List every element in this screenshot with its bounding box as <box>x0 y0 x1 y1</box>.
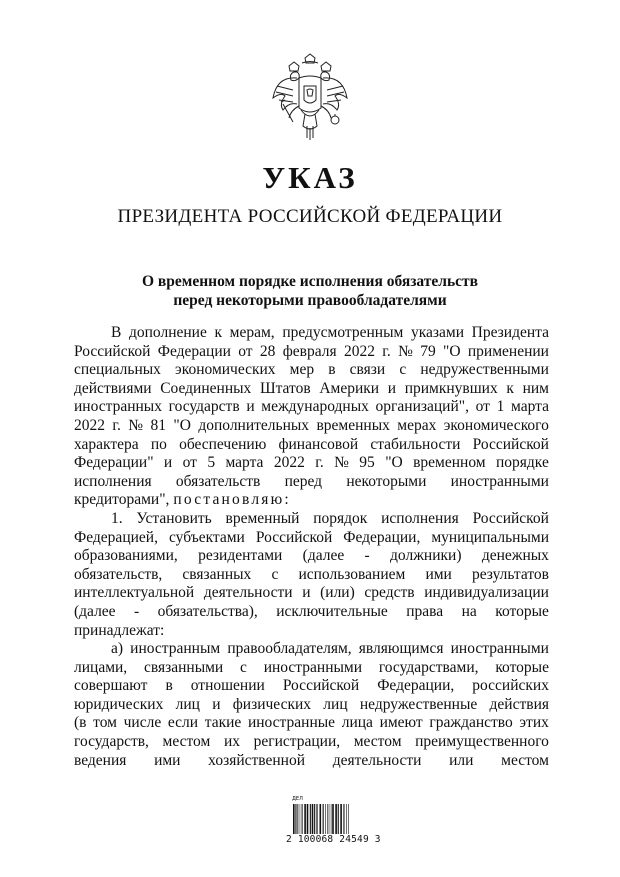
body-word: стабильности <box>370 435 461 453</box>
body-word: применении <box>467 342 549 360</box>
body-line <box>74 361 549 380</box>
barcode-bar <box>304 804 306 834</box>
body-word: государств <box>168 398 240 416</box>
body-word: преимущественного <box>415 733 549 751</box>
body-word: связанных <box>182 565 252 583</box>
body-word: Америки <box>319 379 380 397</box>
body-word: с <box>271 565 279 583</box>
body-word: иностранными <box>263 658 363 676</box>
barcode-top-label: ДЕЛ <box>292 796 303 802</box>
body-word: Штатов <box>259 379 311 397</box>
body-word: экономических <box>175 361 276 379</box>
body-line <box>74 622 549 641</box>
body-word: и <box>302 584 311 602</box>
body-word: правообладателям, <box>227 640 352 658</box>
body-word: недружественные <box>359 695 478 713</box>
body-word: их <box>223 733 240 751</box>
body-word: указами <box>410 324 464 341</box>
body-word: Российской <box>282 677 360 695</box>
body-word: субъектами <box>168 528 245 546</box>
body-word: Федерации <box>157 342 231 360</box>
body-word: совершают <box>74 677 148 695</box>
body-word: Российской <box>255 528 333 546</box>
body-word: имеют <box>379 714 423 732</box>
body-word: физических <box>232 695 312 713</box>
barcode-bar <box>323 804 324 834</box>
body-word: международных <box>261 398 369 416</box>
barcode-bar <box>329 804 330 834</box>
body-word: "О <box>173 416 191 434</box>
body-word: - <box>134 602 140 620</box>
body-word: марта <box>225 454 264 472</box>
body-line <box>74 491 549 510</box>
body-word: перед <box>284 472 323 490</box>
body-word: права <box>406 602 444 620</box>
body-word: февраля <box>282 342 337 360</box>
body-word: а) <box>111 640 124 658</box>
body-line <box>74 603 549 622</box>
body-line <box>74 510 549 529</box>
barcode-bar <box>295 804 296 834</box>
body-word: или <box>449 751 474 769</box>
body-word: г. <box>382 342 391 360</box>
body-word: числе <box>123 714 162 732</box>
body-word: принадлежат: <box>74 621 165 639</box>
body-word: местом <box>353 733 402 751</box>
body-line-text: кредиторами", <box>74 491 170 509</box>
body-word: порядке <box>496 454 549 472</box>
body-word: ним <box>522 379 549 397</box>
body-word: хозяйственной <box>208 751 306 769</box>
body-line <box>74 417 549 436</box>
body-word: мерам, <box>229 324 275 341</box>
body-word: лица <box>341 714 373 732</box>
barcode-bar <box>325 804 326 834</box>
body-word: финансовой <box>278 435 359 453</box>
body-line <box>74 454 549 473</box>
body-line <box>74 380 549 399</box>
body-word: денежных <box>481 547 549 565</box>
heading-line: О временном порядке исполнения обязательств <box>141 273 479 290</box>
body-word: должники) <box>390 547 462 565</box>
body-word: ими <box>425 565 452 583</box>
body-word: Федерации, <box>343 528 421 546</box>
body-word: к <box>506 379 514 397</box>
body-word: действия <box>489 695 549 713</box>
body-word: если <box>167 714 199 732</box>
body-word: 5 <box>207 454 216 472</box>
body-line <box>74 547 549 566</box>
body-word: с <box>240 658 247 676</box>
barcode-bars <box>292 804 368 834</box>
body-word: резидентами <box>198 547 283 565</box>
document-subtitle: ПРЕЗИДЕНТА РОССИЙСКОЙ ФЕДЕРАЦИИ <box>117 206 503 227</box>
body-word: местом <box>162 733 211 751</box>
body-line <box>74 398 549 417</box>
body-word: которые <box>495 602 549 620</box>
body-word: к <box>214 324 223 341</box>
body-word: № <box>334 454 349 472</box>
barcode-bar <box>327 804 328 834</box>
barcode-bar <box>346 804 347 834</box>
body-word: (в <box>74 714 87 732</box>
body-word: г. <box>315 454 324 472</box>
barcode-bar <box>338 804 339 834</box>
barcode-bar <box>293 804 295 834</box>
body-word: временном <box>413 454 486 472</box>
body-word: 81 <box>150 416 166 434</box>
body-word: мерах <box>397 416 437 434</box>
decree-heading <box>0 272 620 310</box>
body-word: временный <box>225 509 300 527</box>
body-word: № <box>128 416 144 434</box>
body-word: Федерации" <box>74 454 154 472</box>
body-word: (далее <box>74 602 116 620</box>
body-line <box>74 659 549 678</box>
body-word: исполнения <box>74 472 152 490</box>
body-line <box>74 436 549 455</box>
body-word: Федерацией, <box>74 528 158 546</box>
body-word: в <box>328 361 336 379</box>
body-word: государств, <box>74 733 149 751</box>
body-line <box>74 677 549 696</box>
body-word: этих <box>519 714 549 732</box>
barcode-bar <box>307 804 309 834</box>
body-word: 95 <box>359 454 375 472</box>
barcode-bar <box>312 804 314 834</box>
body-word: дополнение <box>128 324 207 341</box>
body-word: результатов <box>471 565 549 583</box>
body-word: от <box>182 454 197 472</box>
body-word: дополнительных <box>198 416 310 434</box>
body-word: регистрации, <box>253 733 341 751</box>
body-word: с <box>399 361 407 379</box>
body-word: временных <box>316 416 390 434</box>
body-word: обязательств <box>175 472 261 490</box>
barcode-bar <box>332 804 334 834</box>
body-word: интеллектуальной <box>74 584 195 602</box>
body-word: на <box>461 602 477 620</box>
body-word: средств <box>364 584 415 602</box>
body-word: ими <box>154 751 181 769</box>
body-word: иностранные <box>247 714 336 732</box>
body-word: иностранными <box>450 640 549 658</box>
body-word: обязательства), <box>157 602 258 620</box>
body-word: от <box>475 398 490 416</box>
barcode-bar <box>340 804 342 834</box>
body-word: г. <box>112 416 121 434</box>
body-word: связанными <box>143 658 224 676</box>
barcode-bar <box>335 804 337 834</box>
body-word: российских <box>472 677 549 695</box>
body-word: иностранных <box>74 398 162 416</box>
body-word: В <box>111 324 122 341</box>
body-word: гражданство <box>429 714 513 732</box>
body-word: лиц <box>175 695 200 713</box>
body-word: муниципальными <box>431 528 549 546</box>
coat-of-arms-emblem <box>267 52 353 144</box>
body-word: государствами, <box>378 658 479 676</box>
body-word: исключительные <box>276 602 388 620</box>
barcode <box>286 796 381 848</box>
body-word: и <box>246 398 255 416</box>
body-word: деятельности <box>203 584 293 602</box>
body-word: Соединенных <box>160 379 252 397</box>
body-line <box>74 343 549 362</box>
barcode-number: 2 100068 24549 3 <box>286 834 381 845</box>
body-word: организаций", <box>375 398 469 416</box>
body-word: юридических <box>74 695 164 713</box>
barcode-bar <box>343 804 344 834</box>
body-line <box>74 696 549 715</box>
body-word: 28 <box>259 342 276 360</box>
body-word: 1 <box>496 398 505 416</box>
body-word: исполнения <box>381 509 459 527</box>
body-line <box>74 584 549 603</box>
body-word: "О <box>443 342 461 360</box>
barcode-bar <box>320 804 322 834</box>
body-word: Президента <box>471 324 549 341</box>
body-word: порядок <box>313 509 368 527</box>
barcode-bar <box>302 804 303 834</box>
body-word: обязательств, <box>74 565 163 583</box>
body-word: Федерации, <box>377 677 455 695</box>
body-word: индивидуализации <box>424 584 549 602</box>
body-word: "О <box>385 454 403 472</box>
body-word: примкнувших <box>404 379 498 397</box>
body-word: некоторыми <box>346 472 427 490</box>
body-word: 2022 <box>273 454 305 472</box>
body-word: использованием <box>298 565 406 583</box>
body-word: - <box>364 547 370 565</box>
body-word: иностранным <box>130 640 221 658</box>
body-word: являющимся <box>358 640 444 658</box>
body-word: по <box>150 435 167 453</box>
body-word: такие <box>204 714 242 732</box>
body-word: специальных <box>74 361 161 379</box>
document-title: УКАЗ <box>262 160 358 195</box>
body-word: том <box>93 714 117 732</box>
barcode-bar <box>299 804 300 834</box>
body-word: мер <box>289 361 315 379</box>
body-line <box>74 714 549 733</box>
body-word: марта <box>511 398 549 416</box>
body-word: местом <box>501 751 549 769</box>
body-word: Российской <box>472 509 549 527</box>
barcode-bar <box>348 804 349 834</box>
body-word: от <box>238 342 253 360</box>
body-line <box>74 640 549 659</box>
body-word: недружественными <box>420 361 549 379</box>
decree-word: постановляю: <box>173 491 291 509</box>
decree-body <box>74 324 549 770</box>
body-word: действиями <box>74 379 152 397</box>
body-word: ведения <box>74 751 127 769</box>
body-word: и <box>212 695 221 713</box>
body-line <box>74 529 549 548</box>
body-word: (или) <box>320 584 355 602</box>
barcode-bar <box>314 804 315 834</box>
body-word: экономического <box>443 416 549 434</box>
body-word: деятельности <box>332 751 422 769</box>
body-word: образованиями, <box>74 547 178 565</box>
body-word: 79 <box>420 342 436 360</box>
body-line <box>74 733 549 752</box>
body-word: лицами, <box>74 658 128 676</box>
barcode-bar <box>316 804 317 834</box>
barcode-bar <box>331 804 332 834</box>
body-line <box>74 752 549 771</box>
body-word: в <box>165 677 173 695</box>
barcode-bar <box>301 804 302 834</box>
body-word: отношении <box>190 677 265 695</box>
body-word: связи <box>349 361 386 379</box>
barcode-bar <box>317 804 318 834</box>
body-word: и <box>163 454 173 472</box>
body-word: которые <box>495 658 549 676</box>
barcode-bar <box>297 804 298 834</box>
body-word: 2022 <box>343 342 375 360</box>
body-word: Российской <box>472 435 549 453</box>
body-word: 1. <box>111 509 123 527</box>
body-word: лиц <box>323 695 348 713</box>
body-word: и <box>387 379 397 397</box>
body-word: Установить <box>136 509 212 527</box>
barcode-bar <box>310 804 311 834</box>
body-word: предусмотренным <box>282 324 404 341</box>
body-word: обеспечению <box>179 435 267 453</box>
body-word: Российской <box>74 342 151 360</box>
body-word: иностранными <box>450 472 549 490</box>
body-word: характера <box>74 435 139 453</box>
body-word: 2022 <box>74 416 105 434</box>
body-line <box>74 324 549 343</box>
body-line <box>74 566 549 585</box>
body-line <box>74 473 549 492</box>
body-word: (далее <box>302 547 345 565</box>
body-word: № <box>398 342 413 360</box>
heading-line: перед некоторыми правообладателями <box>173 292 447 309</box>
